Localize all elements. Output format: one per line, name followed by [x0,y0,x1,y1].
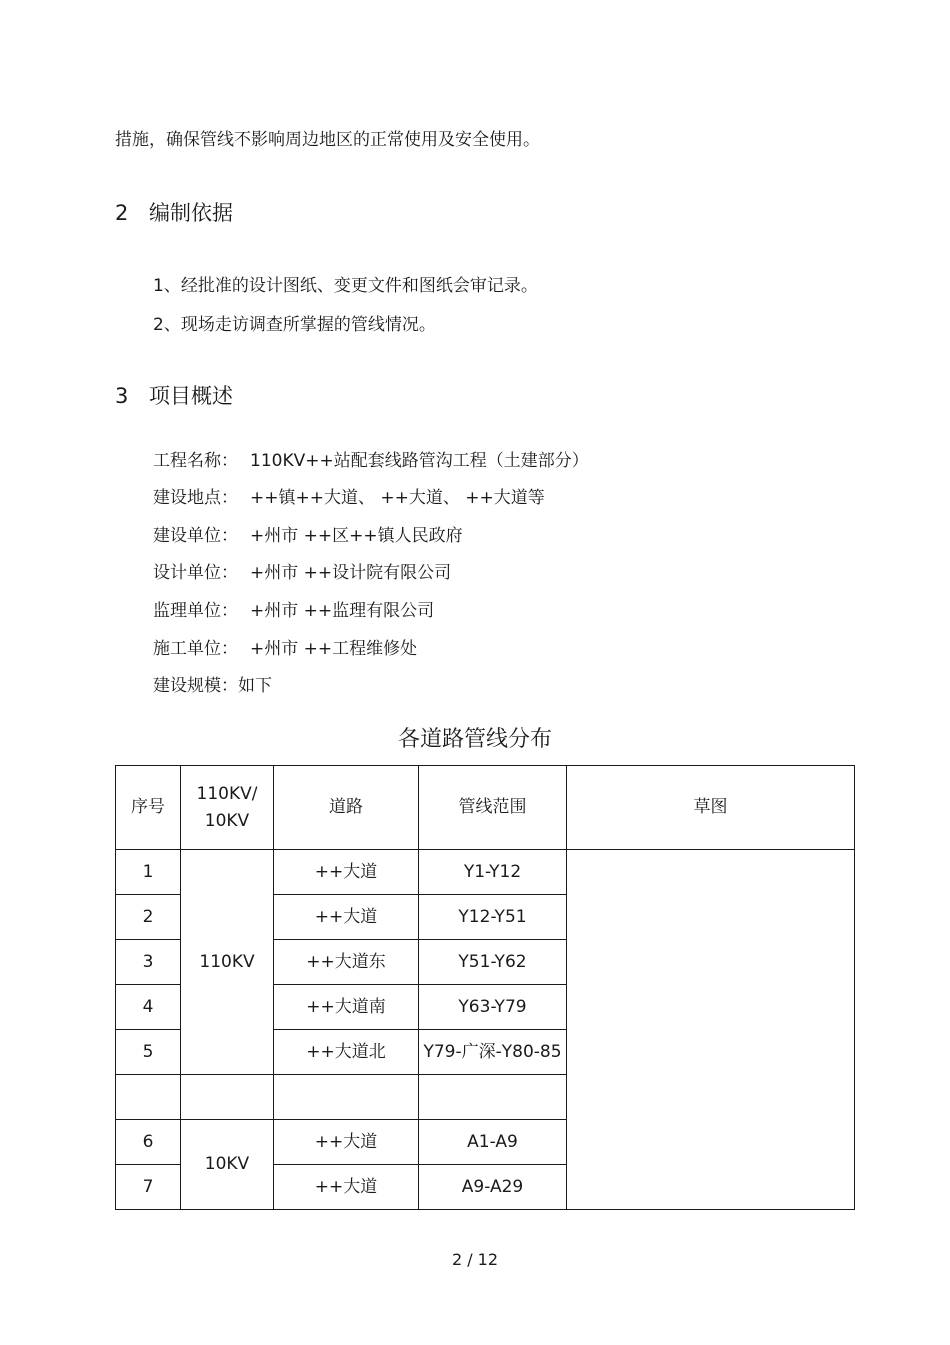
project-field-value: 110KV++站配套线路管沟工程（土建部分） [250,451,589,471]
seq-cell: 3 [116,940,181,985]
voltage-cell: 110KV [181,850,274,1075]
road-cell [274,1075,419,1120]
seq-cell [116,1075,181,1120]
header-sketch: 草图 [567,766,855,850]
seq-cell: 6 [116,1120,181,1165]
pipeline-distribution-table [115,765,855,1210]
project-field [153,558,451,583]
section-3-heading [115,380,233,410]
page-number: 2 / 12 [451,1250,499,1269]
range-cell: Y12-Y51 [419,895,567,940]
range-cell: Y51-Y62 [419,940,567,985]
range-cell: A1-A9 [419,1120,567,1165]
seq-cell: 2 [116,895,181,940]
project-field [153,446,589,471]
range-cell: Y63-Y79 [419,985,567,1030]
sketch-cell [567,850,855,1210]
project-field [153,521,463,546]
project-field [153,634,417,659]
project-field [153,671,272,696]
header-road: 道路 [274,766,419,850]
road-cell: ++大道 [274,895,419,940]
project-field [153,596,434,621]
intro-continuation: 措施，确保管线不影响周边地区的正常使用及安全使用。 [115,130,540,150]
basis-item-2: 2、现场走访调查所掌握的管线情况。 [153,315,436,335]
table-row [116,850,855,895]
section-2-title: 编制依据 [149,201,233,225]
project-field-value: +州市 ++监理有限公司 [250,601,435,621]
project-field-label: 建设单位： [153,526,238,546]
section-3-number: 3 [115,384,129,408]
project-field-label: 建设地点： [153,488,238,508]
table-header-row [116,766,855,850]
project-field-value: 如下 [238,676,272,696]
road-cell: ++大道 [274,850,419,895]
seq-cell: 7 [116,1165,181,1210]
road-cell: ++大道北 [274,1030,419,1075]
project-field-value: +州市 ++设计院有限公司 [250,563,452,583]
range-cell: A9-A29 [419,1165,567,1210]
project-field [153,483,545,508]
range-cell: Y1-Y12 [419,850,567,895]
project-field-value: ++镇++大道、 ++大道、 ++大道等 [250,488,545,508]
basis-item-1: 1、经批准的设计图纸、变更文件和图纸会审记录。 [153,276,538,296]
voltage-cell [181,1075,274,1120]
road-cell: ++大道 [274,1120,419,1165]
header-range: 管线范围 [419,766,567,850]
section-3-title: 项目概述 [149,384,233,408]
header-seq: 序号 [116,766,181,850]
section-2-heading [115,197,233,227]
road-cell: ++大道 [274,1165,419,1210]
seq-cell: 4 [116,985,181,1030]
road-cell: ++大道南 [274,985,419,1030]
project-field-label: 设计单位： [153,563,238,583]
header-voltage: 110KV/ 10KV [181,766,274,850]
project-field-label: 施工单位： [153,639,238,659]
project-field-value: +州市 ++工程维修处 [250,639,418,659]
voltage-cell: 10KV [181,1120,274,1210]
section-2-number: 2 [115,201,129,225]
project-field-label: 建设规模： [153,676,238,696]
seq-cell: 5 [116,1030,181,1075]
road-cell: ++大道东 [274,940,419,985]
range-cell [419,1075,567,1120]
project-field-label: 工程名称： [153,451,238,471]
range-cell: Y79-广深-Y80-85 [419,1030,567,1075]
table-title: 各道路管线分布 [397,727,552,752]
seq-cell: 1 [116,850,181,895]
project-field-value: +州市 ++区++镇人民政府 [250,526,463,546]
project-field-label: 监理单位： [153,601,238,621]
